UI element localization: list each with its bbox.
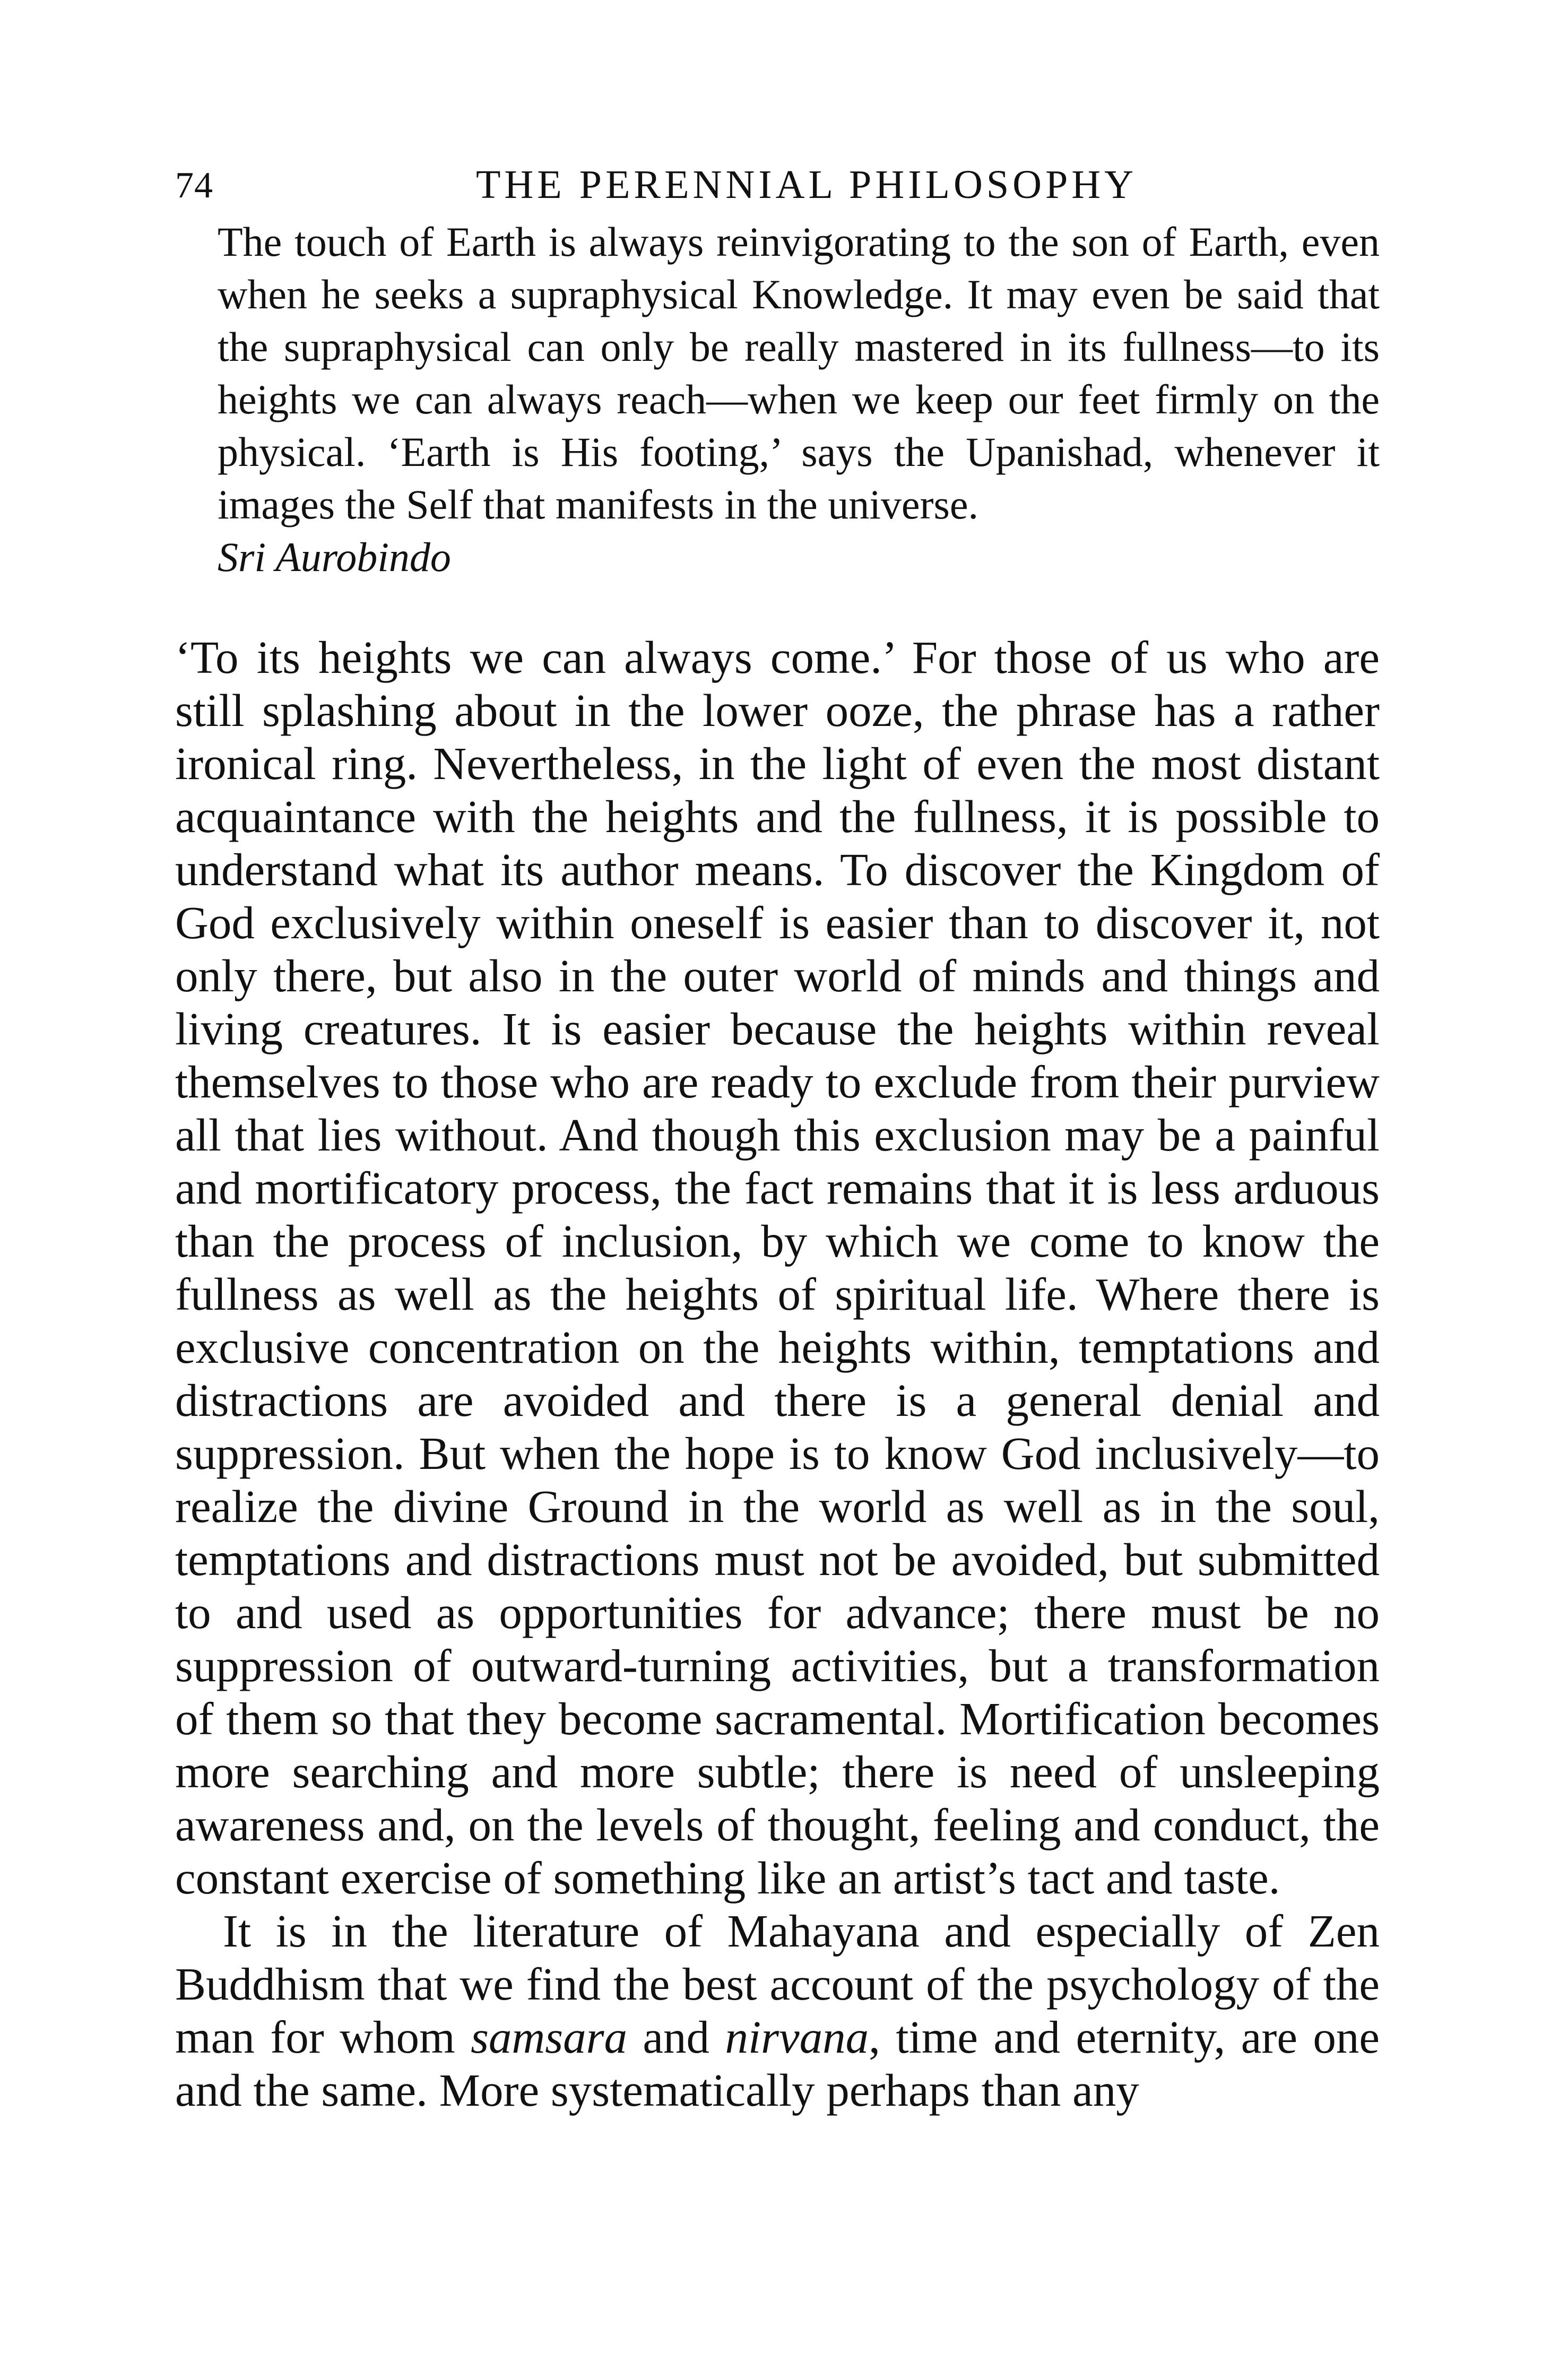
paragraph-2-text-c: , time and eternity, are one and the same. More systematically perhaps than any: [175, 2011, 1380, 2116]
paragraph-2-text-a: It is in the literature of Mahayana and especially of Zen Buddhism that we find the best account of the psychology of the man for whom: [175, 1905, 1380, 2063]
body-text: [175, 631, 1380, 2117]
running-head: [175, 159, 1380, 212]
term-samsara: samsara: [471, 2011, 627, 2063]
term-nirvana: nirvana: [725, 2011, 869, 2063]
epigraph-quote: The touch of Earth is always reinvigorating to the son of Earth, even when he seeks a supraphysical Knowledge. It may even be said that the supraphysical can only be really mastered in its fullness—to its heights we can always reach—when we keep our feet firmly on the physical. ‘Earth is His footing,’ says the Upanishad, whenever it images the Self that manifests in the universe.: [218, 219, 1380, 527]
book-page: [175, 159, 1380, 2117]
page-number: 74: [175, 165, 213, 206]
paragraph-2-text-b: and: [627, 2011, 725, 2063]
running-head-title: THE PERENNIAL PHILOSOPHY: [475, 162, 1138, 207]
body-paragraph-2: [175, 1905, 1380, 2117]
epigraph: [218, 215, 1380, 583]
epigraph-attribution: Sri Aurobindo: [218, 534, 451, 580]
body-paragraph-1: ‘To its heights we can always come.’ For those of us who are still splashing about in the lower ooze, the phrase has a rather ironical ring. Nevertheless, in the light of even the most distant acquaintance with the heights and the fullness, it is possible to understand what its author means. To discover the Kingdom of God exclusively within oneself is easier than to discover it, not only there, but also in the outer world of minds and things and living creatures. It is easier because the heights within reveal themselves to those who are ready to exclude from their purview all that lies without. And though this exclusion may be a painful and mortificatory process, the fact remains that it is less arduous than the process of inclusion, by which we come to know the fullness as well as the heights of spiritual life. Where there is exclusive concentration on the heights within, temptations and distractions are avoided and there is a general denial and suppression. But when the hope is to know God inclusively—to realize the divine Ground in the world as well as in the soul, temptations and distractions must not be avoided, but submitted to and used as opportunities for advance; there must be no suppression of outward-turning activities, but a transformation of them so that they become sacramental. Mortification becomes more searching and more subtle; there is need of unsleeping awareness and, on the levels of thought, feeling and conduct, the constant exercise of something like an artist’s tact and taste.: [175, 632, 1380, 1904]
